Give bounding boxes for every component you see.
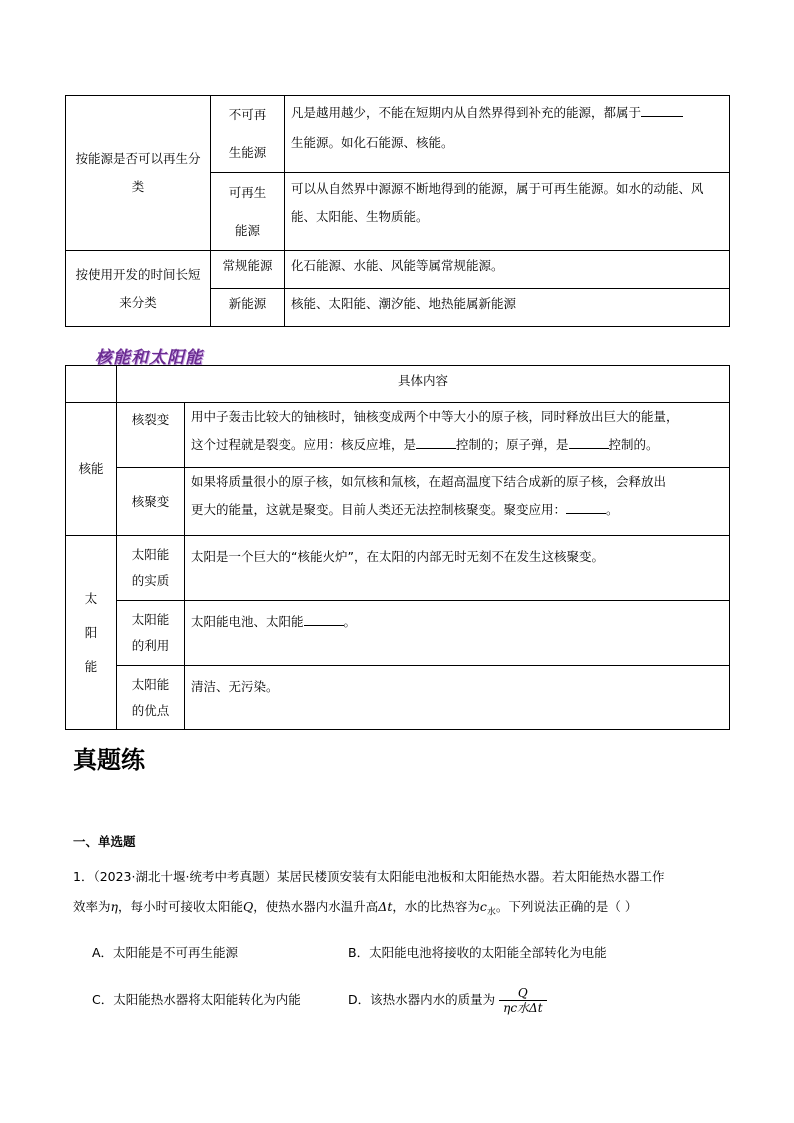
name-line: 生能源 [228, 145, 267, 160]
desc-text: 。 [343, 614, 357, 629]
option-c[interactable]: C．太阳能热水器将太阳能转化为内能 [92, 992, 301, 1007]
desc-text: 控制的。 [608, 437, 659, 452]
question-line [73, 892, 733, 928]
header-label: 具体内容 [398, 373, 449, 388]
c-subscript: 水 [486, 907, 496, 918]
q-text: ，每小时可接收太阳能 [118, 899, 244, 914]
name-line: 的优点 [131, 702, 170, 718]
desc-text: 太阳是一个巨大的“核能火炉”，在太阳的内部无时无刻不在发生这核聚变。 [191, 549, 604, 564]
option-b[interactable]: B．太阳能电池将接收的太阳能全部转化为电能 [348, 945, 607, 960]
fission-name [117, 403, 185, 468]
solar-use-name [117, 601, 185, 666]
new-energy-desc [285, 289, 730, 327]
desc-text: 凡是越用越少，不能在短期内从自然界得到补充的能源，都属于 [291, 105, 642, 120]
question-stem [73, 862, 733, 928]
label-char: 阳 [84, 624, 98, 640]
fraction-numerator: Q [517, 986, 528, 1000]
c-symbol: c [479, 899, 487, 914]
name-line: 能源 [234, 222, 260, 238]
desc-line: 用中子轰击比较大的铀核时，铀核变成两个中等大小的原子核，同时释放出巨大的能量， [191, 409, 679, 424]
fill-blank [566, 501, 606, 514]
fusion-name [117, 468, 185, 536]
q-text: ，水的比热容为 [392, 899, 480, 914]
renewable-desc [285, 173, 730, 251]
name-line: 核聚变 [131, 493, 170, 509]
solar-label [66, 536, 117, 730]
header-empty [66, 366, 117, 403]
conventional-desc [285, 251, 730, 289]
fraction-denominator: ηc水Δt [499, 1000, 546, 1015]
conventional-name [211, 251, 285, 289]
category-time [66, 251, 211, 327]
category-label: 按使用开发的时间长短来分类 [75, 266, 201, 310]
dt-symbol: Δt [378, 899, 393, 914]
label-text: 核能 [78, 461, 104, 476]
option-d-text: D．该热水器内水的质量为 [348, 992, 496, 1007]
solar-advantage-desc [185, 666, 730, 730]
fusion-desc [185, 468, 730, 536]
category-label: 按能源是否可以再生分类 [75, 151, 201, 194]
fill-blank [304, 613, 344, 626]
subsection-title: 一、单选题 [73, 834, 136, 849]
desc-text: 清洁、无污染。 [191, 679, 279, 694]
solar-essence-name [117, 536, 185, 601]
desc-text: 更大的能量，这就是聚变。目前人类还无法控制核聚变。聚变应用： [191, 502, 567, 517]
desc-text: 太阳能电池、太阳能 [191, 614, 304, 629]
desc-text: 控制的；原子弹，是 [456, 437, 569, 452]
eta-symbol: η [110, 899, 119, 914]
Q-symbol: Q [243, 899, 254, 914]
option-d[interactable] [348, 985, 547, 1015]
q-text: 效率为 [73, 899, 111, 914]
section-title: 核能和太阳能 [95, 348, 203, 368]
desc-text: 核能、太阳能、潮汐能、地热能属新能源 [291, 296, 517, 311]
name-line: 新能源 [228, 296, 267, 311]
q-text: 。下列说法正确的是（ ） [495, 899, 638, 914]
nonrenewable-desc [285, 96, 730, 173]
label-char: 能 [84, 658, 98, 674]
solar-use-desc [185, 601, 730, 666]
desc-text: 可以从自然界中源源不断地得到的能源，属于可再生能源。如水的动能、风能、太阳能、生物质能。 [291, 181, 704, 224]
desc-text: 这个过程就是裂变。应用：核反应堆，是 [191, 437, 417, 452]
desc-text: 。 [606, 502, 619, 517]
solar-advantage-name [117, 666, 185, 730]
renewable-name [211, 173, 285, 251]
mass-fraction [499, 986, 546, 1015]
header-content [117, 366, 730, 403]
nuclear-label [66, 403, 117, 536]
option-a[interactable]: A．太阳能是不可再生能源 [92, 945, 239, 960]
name-line: 太阳能 [131, 676, 170, 692]
name-line: 太阳能 [131, 612, 170, 627]
practice-title: 真题练 [73, 745, 145, 774]
label-char: 太 [84, 590, 98, 606]
desc-line [191, 496, 723, 524]
name-line: 不可再 [228, 107, 267, 122]
name-line: 常规能源 [222, 258, 273, 273]
name-line: 可再生 [228, 184, 267, 200]
nuclear-solar-table [65, 365, 730, 730]
fill-blank [416, 436, 456, 449]
name-line: 的利用 [131, 638, 170, 653]
question-line: 1．（2023·湖北十堰·统考中考真题）某居民楼顶安装有太阳能电池板和太阳能热水器。若太阳能热水器工作 [73, 869, 665, 884]
new-energy-name [211, 289, 285, 327]
solar-essence-desc [185, 536, 730, 601]
desc-line [191, 431, 723, 459]
name-line: 的实质 [131, 573, 170, 588]
fill-blank [641, 104, 683, 117]
q-text: ，使热水器内水温升高 [253, 899, 379, 914]
fission-desc [185, 403, 730, 468]
desc-text: 生能源。如化石能源、核能。 [291, 135, 454, 150]
name-line: 太阳能 [131, 547, 170, 562]
nonrenewable-name [211, 96, 285, 173]
energy-classification-table [65, 95, 730, 327]
desc-line: 如果将质量很小的原子核，如氘核和氚核，在超高温度下结合成新的原子核，会释放出 [191, 474, 667, 489]
category-renewable [66, 96, 211, 251]
fill-blank [569, 436, 609, 449]
name-line: 核裂变 [131, 412, 170, 427]
desc-text: 化石能源、水能、风能等属常规能源。 [291, 258, 504, 273]
